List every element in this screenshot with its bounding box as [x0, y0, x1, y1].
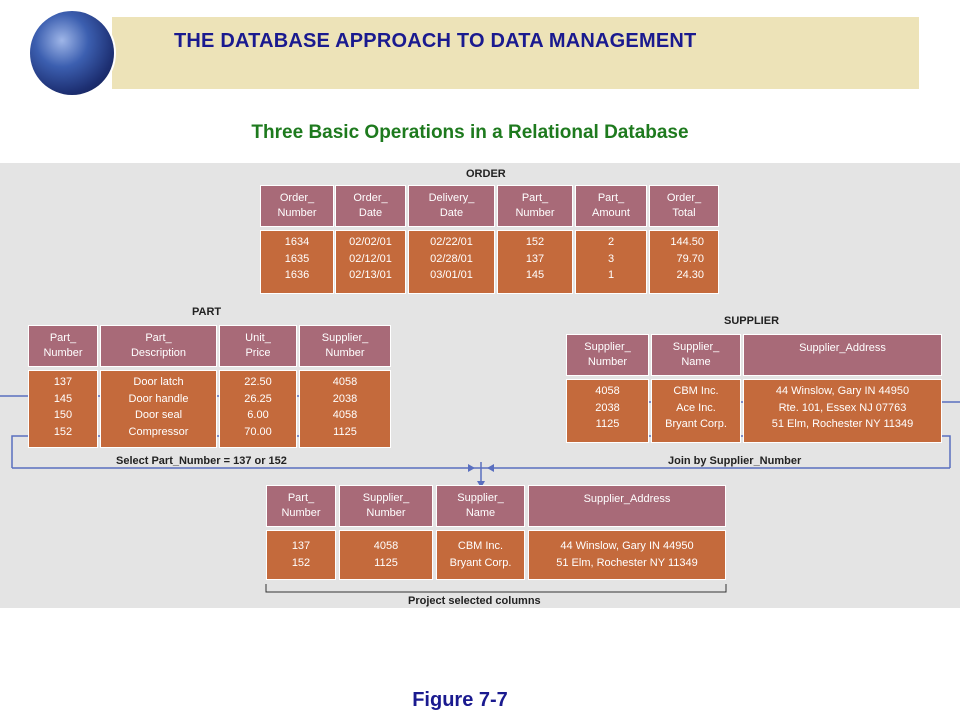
part-col-unit-price: 22.50 26.25 6.00 70.00 — [219, 370, 297, 448]
part-col-part-number: 137 145 150 152 — [28, 370, 98, 448]
slide-subtitle: Three Basic Operations in a Relational Database — [251, 122, 689, 143]
select-operation-label: Select Part_Number = 137 or 152 — [116, 455, 287, 467]
supplier-header-supplier-address: Supplier_Address — [743, 334, 942, 376]
result-col-supplier-number: 4058 1125 — [339, 530, 433, 580]
result-col-part-number: 137 152 — [266, 530, 336, 580]
join-operation-label: Join by Supplier_Number — [668, 455, 802, 467]
order-col-order-date: 02/02/01 02/12/01 02/13/01 — [335, 230, 406, 294]
project-bracket — [266, 584, 726, 592]
part-header-description: Part_ Description — [100, 325, 217, 367]
supplier-col-supplier-number: 4058 2038 1125 — [566, 379, 649, 443]
order-header-order-total: Order_ Total — [649, 185, 719, 227]
order-col-order-number: 1634 1635 1636 — [260, 230, 334, 294]
project-operation-label: Project selected columns — [408, 595, 541, 607]
result-header-supplier-address: Supplier_Address — [528, 485, 726, 527]
part-header-supplier-number: Supplier_ Number — [299, 325, 391, 367]
supplier-header-supplier-name: Supplier_ Name — [651, 334, 741, 376]
order-col-part-number: 152 137 145 — [497, 230, 573, 294]
supplier-col-supplier-name: CBM Inc. Ace Inc. Bryant Corp. — [651, 379, 741, 443]
supplier-header-supplier-number: Supplier_ Number — [566, 334, 649, 376]
order-header-part-number: Part_ Number — [497, 185, 573, 227]
part-header-part-number: Part_ Number — [28, 325, 98, 367]
left-arrowhead — [468, 464, 475, 472]
order-col-order-total: 144.50 79.70 24.30 — [649, 230, 719, 294]
order-header-part-amount: Part_ Amount — [575, 185, 647, 227]
order-col-part-amount: 2 3 1 — [575, 230, 647, 294]
order-header-order-number: Order_ Number — [260, 185, 334, 227]
result-header-supplier-number: Supplier_ Number — [339, 485, 433, 527]
page-title: THE DATABASE APPROACH TO DATA MANAGEMENT — [174, 30, 697, 52]
figure-number: Figure 7-7 — [412, 689, 508, 711]
part-col-supplier-number: 4058 2038 4058 1125 — [299, 370, 391, 448]
order-col-delivery-date: 02/22/01 02/28/01 03/01/01 — [408, 230, 495, 294]
result-col-supplier-address: 44 Winslow, Gary IN 44950 51 Elm, Rochester NY 11349 — [528, 530, 726, 580]
part-table-name: PART — [192, 306, 222, 318]
order-header-order-date: Order_ Date — [335, 185, 406, 227]
part-col-description: Door latch Door handle Door seal Compressor — [100, 370, 217, 448]
result-col-supplier-name: CBM Inc. Bryant Corp. — [436, 530, 525, 580]
right-arrowhead — [487, 464, 494, 472]
supplier-col-supplier-address: 44 Winslow, Gary IN 44950 Rte. 101, Essex NJ 07763 51 Elm, Rochester NY 11349 — [743, 379, 942, 443]
result-header-part-number: Part_ Number — [266, 485, 336, 527]
result-header-supplier-name: Supplier_ Name — [436, 485, 525, 527]
order-header-delivery-date: Delivery_ Date — [408, 185, 495, 227]
order-table-name: ORDER — [466, 168, 506, 180]
part-header-unit-price: Unit_ Price — [219, 325, 297, 367]
supplier-table-name: SUPPLIER — [724, 315, 780, 327]
